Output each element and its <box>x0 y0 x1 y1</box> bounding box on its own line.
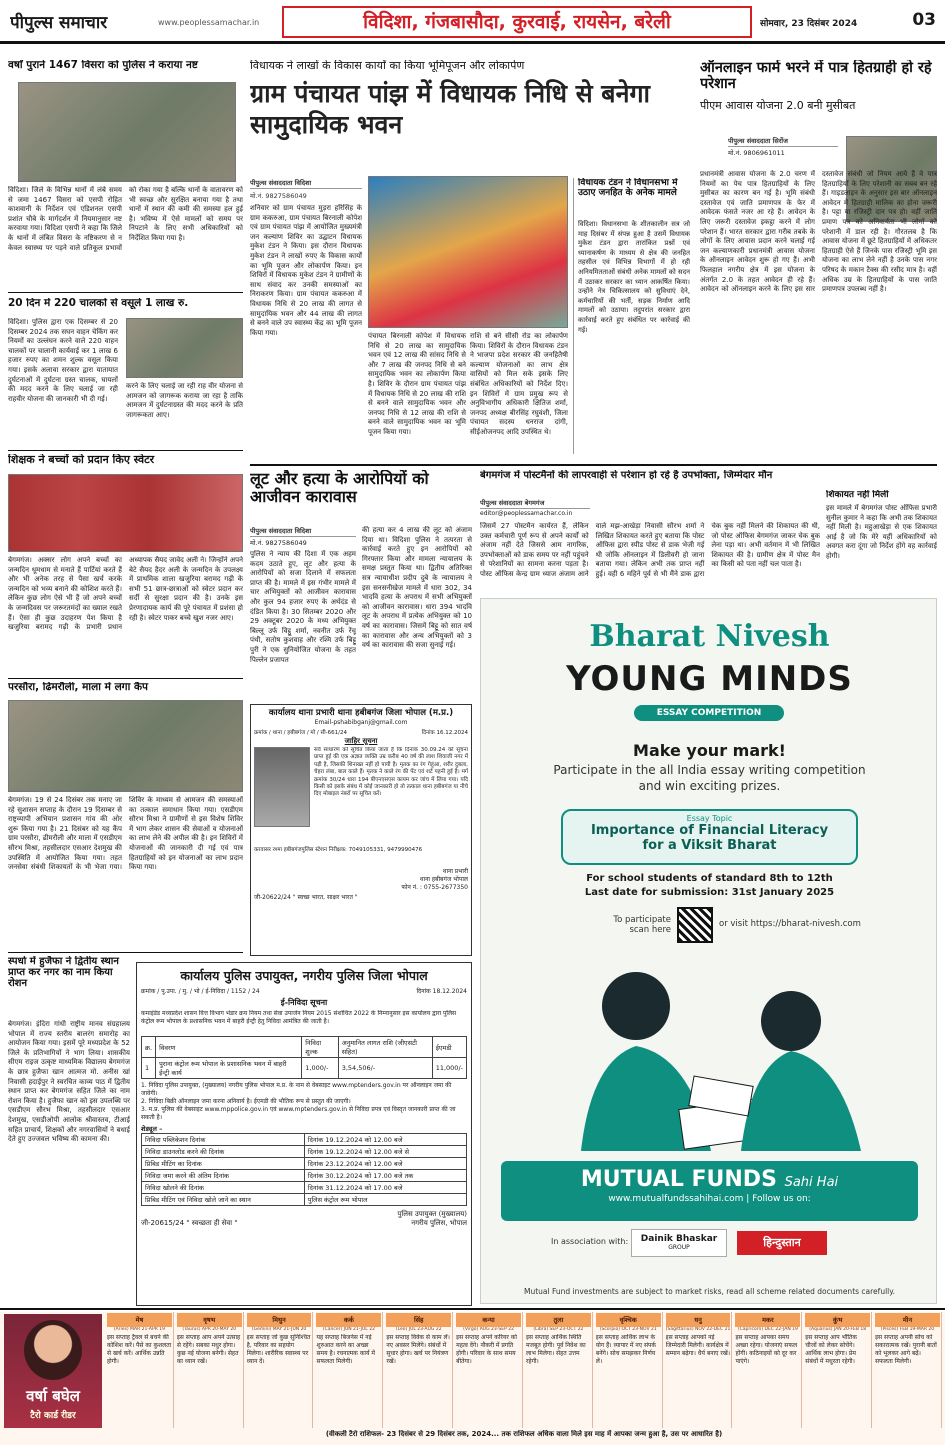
story-awas-mobile: मो.नं. 9806961011 <box>728 149 785 157</box>
zodiac-sign-icon <box>666 1313 731 1327</box>
zodiac-dates: (Sagittarius) NOV 22-DEC 21 <box>665 1327 731 1332</box>
ad-brand-2: YOUNG MINDS <box>566 659 853 699</box>
horoscope-footer: (वीकली टैरो राशिफल- 23 दिसंबर से 29 दिसंबर तक, 2024... तक राशिफल अधिक वाला मिले इस माह में आपका जन्म हुआ है, उस पर आधारित है) <box>325 1430 723 1438</box>
ad-scan-label: To participate scan here <box>613 915 671 935</box>
notice-tender-title: कार्यालय पुलिस उपायुक्त, नगरीय पुलिस जिला भोपाल <box>180 968 428 983</box>
edition-cities: विदिशा, गंजबासौदा, कुरवाई, रायसेन, बरेली <box>282 6 752 38</box>
zodiac-sign-icon <box>107 1313 172 1327</box>
notice-habibganj-contact: करवासर रश्मा हबीबगंजपुलिस स्टेशन निरीक्षक: 7049105331, 9479990476 <box>254 847 423 853</box>
notice-habibganj-date: दिनांक 16.12.2024 <box>421 730 468 736</box>
ad-mf-main: MUTUAL FUNDS <box>580 1167 777 1192</box>
lead-photo <box>368 176 568 328</box>
story-postman <box>480 470 937 590</box>
table-row <box>142 1058 467 1079</box>
tarot-reader-role: टैरो कार्ड रीडर <box>30 1411 76 1421</box>
ad-brand-3: ESSAY COMPETITION <box>634 705 784 721</box>
story-postman-sidebar-headline: शिकायत नहीं मिली <box>826 490 889 500</box>
lead-story <box>250 60 690 460</box>
ad-topic-box <box>561 809 858 865</box>
zodiac-sign-icon <box>177 1313 242 1327</box>
story-camp-headline: परसौरा, ढिमरौली, माला में लगा कैंप <box>8 682 149 693</box>
ad-db-group: GROUP <box>668 1244 690 1251</box>
ad-line-2: Participate in the all India essay writing competition <box>553 763 866 777</box>
site-url: www.peoplessamachar.in <box>158 18 260 27</box>
zodiac-forecast: इस सप्ताह आप अपने उत्साह से रहेंगे। सबका मधुर होगा। कुछ नई योजना बनेगी। सेहत का ध्यान रखें। <box>176 1334 241 1365</box>
story-loot <box>250 470 472 700</box>
zodiac-dates: (Cancer) JUN 21-JUL 22 <box>322 1327 375 1332</box>
notice-habibganj-email: Email-pshabibganj@gmail.com <box>314 719 408 726</box>
zodiac-forecast: इस सप्ताह आपको नई जिम्मेदारी मिलेगी। कार्यक्षेत्र में सम्मान बढ़ेगा। धैर्य बनाए रखें। <box>665 1334 731 1357</box>
table-cell: पुराना कंट्रोल रूम भोपाल के प्रशासनिक भवन में बाहरी ईन्ट्री कार्य <box>156 1058 302 1079</box>
ad-db-name: Dainik Bhaskar <box>640 1234 718 1244</box>
zodiac-forecast: यह सप्ताह बिजनेस में नई शुरुआत करने का अच्छा समय है। रचनात्मक कार्य में सफलता मिलेगी। <box>316 1334 375 1365</box>
zodiac-name: कन्या <box>482 1316 495 1324</box>
zodiac-sign-icon <box>386 1313 451 1327</box>
lead-sidebar-body: विदिशा। विधानसभा के शीतकालीन सत्र जो माह दिसंबर में संपन्न हुआ है उसमें विधायक मुकेश टंडन द्वारा तारांकित प्रश्नों एवं ध्यानाकर्षण के माध्यम से क्षेत्र की जनहित तहसील एवं विभिन्न विभागों में हो रही अनियमितताओं संबंधी अनेक मामलों को सदन में उठाकर सरकार का ध्यान आकर्षित किया। उन्होंने नेत्र चिकित्सालय को सुविधाएं देने, कर्मचारियों की भर्ती, सड़क निर्माण आदि मामलों को उठाया। तदुपरांत सरकार द्वारा कार्रवाई करते हुए संबंधित पर कार्रवाई की गई। <box>578 220 690 334</box>
zodiac-dates: (Gemini) MAY 21-JUN 20 <box>251 1327 307 1332</box>
zodiac-forecast: इस सप्ताह आर्थिक लाभ के योग हैं। व्यापार में नए संपर्क बनेंगे। सोच समझकर निर्णय लें। <box>595 1334 657 1365</box>
table-cell: निविदा पब्लिकेशन दिनांक <box>142 1134 305 1146</box>
story-awas-subhead: पीएम आवास योजना 2.0 बनी मुसीबत <box>700 99 856 112</box>
ad-illustration <box>541 951 881 1151</box>
table-cell: दिनांक 19.12.2024 को 12.00 बजे <box>304 1134 466 1146</box>
story-visra-photo <box>18 82 236 182</box>
ad-line-3: and win exciting prizes. <box>638 779 781 793</box>
lead-col-1: शनिवार को ग्राम पंचायत मुड़रा हरिसिंह के ग्राम ककरुआ, ग्राम पंचायत बिरनाली कोपेश एवं ग्राम पंचायत पांझ में आयोजित मुख्यमंत्री जन कल्याण शिविर का उद्घाटन विधायक मुकेश टंडन ने किया। इस दौरान विधायक मुकेश टंडन ने लाखों रुपए के विकास कार्यों का भूमि पूजन और लोकार्पण किया। इन शिविरों में विधायक मुकेश टंडन ने ग्रामीणों के साथ संवाद कर उनकी समस्याओं का निराकरण किया। ग्राम पंचायत ककरुआ में विधायक निधि से 20 लाख की लागत से सामुदायिक भवन और 44 लाख की लागत से बनने वाले उप स्वास्थ्य केंद्र का भूमि पूजन किया गया। <box>250 204 362 337</box>
tarot-reader-avatar <box>24 1320 82 1380</box>
ad-disclaimer: Mutual Fund investments are subject to market risks, read all scheme related documents carefully. <box>523 1287 895 1296</box>
story-postman-body: जिसमें 27 पोस्टमैन कार्यरत हैं, लेकिन उक्त कर्मचारी पूर्ण रूप से अपने कार्यों को अंजाम नहीं देते जिससे आम नागरिक, उपभोक्ताओं को डाक समय पर नहीं पहुंचने से परेशानियों का सामना करना पड़ता है। पोस्ट ऑफिस केन्द्र ग्राम ध्याज अंजाम आने वाले मझ-आखेड़ा निवासी सौरभ शर्मा ने लिखित शिकायत करते हुए बताया कि पोस्ट ऑफिस द्वारा स्पीड पोस्ट से डाक भेजी गई थी जोकि ऑनलाइन में डिलीवरी हो जाना बताया गया। लेकिन अभी तक प्राप्त नहीं हुई। वही 6 महिने पूर्व से भी मैंने डाक द्वारा चेक बुक नहीं मिलने की शिकायत की थी, जो पोस्ट ऑफिस बेगमगंज जाकर चेक बुक लेना पड़ा था। अभी वर्तमान में भी लिखित शिकायत की है। ग्रामीण क्षेत्र में पोस्ट मैन का किसी को पता नहीं चल पाता है। <box>480 522 820 578</box>
ad-topic-2: for a Viksit Bharat <box>642 838 777 853</box>
zodiac-forecast: इस सप्ताह आर्थिक स्थिति मजबूत होगी। पूर्व निवेश का लाभ मिलेगा। सेहत उत्तम रहेगी। <box>525 1334 586 1365</box>
lead-mobile: मो.नं. 9827586049 <box>250 192 307 200</box>
ad-mf-tagline: Sahi Hai <box>784 1175 839 1190</box>
table-cell: पुलिस कंट्रोल रूम भोपाल <box>304 1194 466 1206</box>
zodiac-name: मीन <box>902 1316 913 1324</box>
page-number: 03 <box>912 10 936 30</box>
horoscope-section <box>0 1312 945 1445</box>
story-awas-byline: पीपुल्स संवाददाता सिरोंज <box>728 136 838 147</box>
table-header-cell: निविदा शुल्क <box>302 1037 338 1058</box>
story-chalan-photo <box>126 318 243 378</box>
notice-habibganj <box>250 704 472 956</box>
zodiac-dates: (Capricorn) DEC 22-JAN 19 <box>737 1327 798 1332</box>
zodiac-forecast: इस सप्ताह विवेक से काम लें। नए अवसर मिलेंगे। संबंधों में सुधार होगा। खर्च पर नियंत्रण रखें। <box>386 1334 450 1365</box>
story-chalan-headline: 20 दिन में 220 चालकों से वसूले 1 लाख रु. <box>8 298 189 309</box>
story-postman-headline: बेगमगंज में पोस्टमैनों की लापरवाही से परेशान हो रहे है उपभोक्ता, जिम्मेदार मौन <box>480 470 773 481</box>
zodiac-dates: (Taurus) APR 20-MAY 20 <box>182 1327 237 1332</box>
horoscope-sign-card <box>176 1312 244 1428</box>
ad-topic-1: Importance of Financial Literacy <box>590 823 829 838</box>
notice-habibganj-title: कार्यालय थाना प्रभारी थाना हबीबगंज जिला भोपाल (म.प्र.) <box>268 708 454 718</box>
zodiac-sign-icon <box>526 1313 591 1327</box>
ad-last-date: Last date for submission: 31st January 2025 <box>584 887 835 898</box>
issue-date: सोमवार, 23 दिसंबर 2024 <box>760 19 858 29</box>
table-cell: दिनांक 19.12.2024 को 12.00 बजे से <box>304 1146 466 1158</box>
story-postman-sidebar <box>826 490 937 590</box>
story-sweater-body: बेगमगंज। अक्सर लोग अपने बच्चों का जन्मदिन धूमधाम से मनाते हैं पार्टियां करते हैं और भी अनेक तरह से पैसा खर्च करके जन्मदिन को भव्य बनाने की कोशिश करते हैं। लेकिन कुछ लोग ऐसे भी हैं जो अपने बच्चों के जन्मदिवस पर जरूरतमंदों का ख्याल रखते हैं। ऐसा ही कुछ उदाहरण पेश किया है खजुरिया बरामद गढ़ी के प्रभारी प्रधान अध्यापक सैयद जावेद अली ने। जिन्होंने अपने बेटे सैयद हैदर अली के जन्मदिन के उपलक्ष्य में प्राथमिक शाला खजुरिया बरामद गढ़ी के सभी 51 छात्र-छात्राओं को स्वेटर प्रदान कर सर्दी से सुरक्षा प्रदान की है। उनके इस प्रेरणादायक कार्य की पूरे पंचायत में प्रशंसा हो रही है। स्वेटर पाकर बच्चे खुश नजर आए। <box>8 556 243 632</box>
notice-habibganj-footer: जी-20622/24 " स्वच्छ भारत, साक्षर भारत " <box>254 894 358 901</box>
zodiac-dates: (Pisces) FEB 19-MAR 20 <box>880 1327 935 1332</box>
notice-tender-note-1: 1. निविदा पुलिस उपायुक्त, (मुख्यालय) नगरीय पुलिस भोपाल म.प्र. के नाम से वेबसाइट www.mptenders.gov.in पर ऑनलाइन जमा की जावेगी। <box>141 1082 452 1097</box>
zodiac-name: धनु <box>694 1316 702 1324</box>
story-loot-mobile: मो.नं. 9827586049 <box>250 539 307 547</box>
story-camp <box>8 682 243 950</box>
story-camp-body: बेगमगंज। 19 से 24 दिसंबर तक मनाए जा रहे सुशासन सप्ताह के दौरान 19 दिसम्बर से राष्ट्रव्यापी अभियान प्रशासन गांव की ओर शुरू किया गया है। 21 दिसंबर को यह कैंप ग्राम परसौरा, ढीमरौली और माला में एसडीएम सौरभ मिश्रा, तहसीलदार एसआर देशमुख की उपस्थिति में आयोजित किया गया। तहत जनसेवा संबंधी शिकायतों के भी भेजा गया। शिविर के माध्यम से आमजन की समस्याओं का तत्काल समाधान किया गया। एसडीएम सौरभ मिश्रा ने ग्रामीणों से इस विशेष शिविर में भाग लेकर शासन की सेवाओं व योजनाओं का लाभ लेने की अपील की है। इन शिविरों में योजनाओं की जानकारी दी गई एवं पात्र हितग्राहियों को इन योजनाओं का लाभ प्रदान किया गया। <box>8 796 243 872</box>
story-sweater-photo <box>8 474 243 552</box>
horoscope-sign-card <box>385 1312 453 1428</box>
lead-kicker: विधायक ने लाखों के विकास कार्यों का किया भूमिपूजन और लोकार्पण <box>250 60 525 72</box>
notice-tender-date: दिनांक 18.12.2024 <box>416 988 467 995</box>
tarot-reader-panel <box>4 1314 102 1428</box>
table-cell: 1 <box>142 1058 156 1079</box>
story-huzaifa <box>8 956 130 1306</box>
horoscope-sign-card <box>734 1312 802 1428</box>
horoscope-sign-card <box>246 1312 314 1428</box>
zodiac-name: मकर <box>762 1316 774 1324</box>
story-sweater <box>8 454 243 676</box>
table-cell: प्रिबिड मीटिंग का दिनांक <box>142 1158 305 1170</box>
lead-byline: पीपुल्स संवाददाता विदिशा <box>250 178 362 189</box>
zodiac-name: मेष <box>135 1316 144 1324</box>
notice-habibganj-subtitle: जाहिर सूचना <box>344 737 378 745</box>
table-cell: निविदा जमा करने की अंतिम दिनांक <box>142 1170 305 1182</box>
horoscope-sign-card <box>525 1312 593 1428</box>
zodiac-name: वृषभ <box>203 1316 216 1324</box>
lead-headline: ग्राम पंचायत पांझ में विधायक निधि से बनेगा सामुदायिक भवन <box>250 79 651 140</box>
zodiac-dates: (Aries) MAR 21-APR 19 <box>113 1327 165 1332</box>
story-huzaifa-headline: स्पर्धा में हुजैफा ने द्वितीय स्थान प्राप्त कर नगर का नाम किया रोशन <box>8 956 119 990</box>
table-cell: दिनांक 31.12.2024 को 17.00 बजे <box>304 1182 466 1194</box>
zodiac-name: वृश्चिक <box>619 1316 637 1324</box>
lead-sidebar-headline: विधायक टंडन ने विधानसभा में उठाए जनहित के अनेक मामले <box>578 178 678 199</box>
advertisement-bharat-nivesh <box>480 598 937 1304</box>
zodiac-sign-icon <box>596 1313 661 1327</box>
story-postman-sidebar-body: इस मामले में बेगमगंज पोस्ट ऑफिस प्रभारी सुनील कुमार ने कहा कि अभी तक शिकायत नहीं मिली है। महुआखेड़ा से एक शिकायत आई है जो कि मेरे यहीं अधिकारियों को अवगत करा दूंगा जो निर्देश होंगे वह कार्रवाई होगी। <box>826 504 937 560</box>
story-awas-headline: ऑनलाइन फार्म भरने में पात्र हितग्राही हो रहे परेशान <box>700 60 932 93</box>
notice-habibganj-sign2: थाना हबीबगंज भोपाल <box>419 876 468 883</box>
table-header-cell: अनुमानित लागत राशि (जीएसटी सहित) <box>338 1037 432 1058</box>
zodiac-sign-icon <box>456 1313 521 1327</box>
ad-dainik-bhaskar-logo <box>631 1229 727 1257</box>
table-row <box>142 1134 467 1146</box>
notice-habibganj-ref: क्रमांक / थाना / हबीबगंज / मो / सी-661/24 <box>254 730 347 736</box>
zodiac-name: कुंभ <box>832 1316 843 1324</box>
ad-hindustan-logo: हिन्दुस्तान <box>737 1231 827 1255</box>
ad-mutual-funds-banner <box>501 1161 918 1221</box>
ad-mf-title <box>501 1167 918 1192</box>
story-awas <box>700 60 937 460</box>
story-postman-byline: पीपुल्स संवाददाता बेगमगंज <box>480 498 590 509</box>
table-row <box>142 1146 467 1158</box>
table-cell: 1,000/- <box>302 1058 338 1079</box>
logo: पीपुल्स समाचार <box>10 13 108 33</box>
horoscope-sign-card <box>595 1312 663 1428</box>
story-chalan-body: विदिशा। पुलिस द्वारा एक दिसम्बर से 20 दिसम्बर 2024 तक सघन वाहन चेकिंग कर नियमों का उल्लंघन करने वाले 220 वाहन चालकों पर चालानी कार्यवाई कर 1 लाख 6 हजार रुपए का शमन शुल्क वसूल किया गया। इसके अलावा सरकार द्वारा यातायात दुर्घटनाओं में दुर्घटना ग्रस्त चालक, घायलों की मदद करने के लिए चलाई जा रही राहवीर योजना की जानकारी भी दी गई। <box>8 318 118 403</box>
table-cell: 3,54,506/- <box>338 1058 432 1079</box>
zodiac-sign-icon <box>316 1313 381 1327</box>
story-visra-body: विदिशा। जिले के विभिन्न थानों में लंबे समय से जमा 1467 विसरा को एसपी रोहित काशवानी के निर्देशन एवं एडिशनल एसपी प्रशांत चौबे के मार्गदर्शन में नियमानुसार नष्ट करवाया गया। विदिशा एसपी ने कहा कि जिले के थानों में लंबित विसरा के नष्टिकरण से न केवल स्वास्थ्य पर पड़ने वाले प्रतिकूल प्रभावों को रोका गया है बल्कि थानों के वातावरण को भी स्वच्छ और सुरक्षित बनाया गया है तथा थानों में स्थान की कमी की समस्या हल हुई है। भविष्य में ऐसे मामलों को समय पर निपटाने के लिए सभी अधिकारियों को निर्देशित किया गया है। <box>8 186 243 252</box>
lead-sidebar <box>573 178 690 454</box>
zodiac-forecast: इस सप्ताह अपनी सोच को सकारात्मक रखें। पुरानी बातों को भूलकर आगे बढ़ें। सफलता मिलेगी। <box>875 1334 937 1365</box>
zodiac-dates: (Scorpio) OCT 23-NOV 21 <box>599 1327 657 1332</box>
notice-tender-note-3: 3. म.प्र. पुलिस की वेबसाइट www.mppolice.gov.in एवं www.mptenders.gov.in से निविदा प्रपत्र एवं विस्तृत जानकारी प्राप्त की जा सकती है। <box>141 1106 456 1121</box>
zodiac-forecast: इस सप्ताह जो कुछ सुनिश्चित है, परिवार का सहयोग मिलेगा। शारीरिक स्वास्थ्य पर ध्यान दें। <box>246 1334 311 1365</box>
table-header-cell: ईएमडी <box>432 1037 466 1058</box>
zodiac-dates: (Aquarius) JAN 20-FEB 18 <box>809 1327 867 1332</box>
ad-visit-link[interactable]: or visit https://bharat-nivesh.com <box>719 919 861 929</box>
ad-line-1: Make your mark! <box>633 741 786 760</box>
story-loot-byline: पीपुल्स संवाददाता विदिशा <box>250 526 356 537</box>
notice-habibganj-sign1: थाना प्रभारी <box>442 868 468 875</box>
notice-tender-intro: कमाइंडेड मध्यप्रदेश शासन वित्त विभाग भंडार क्रय नियम तथा सेवा उपार्जन नियम 2015 संशोधित 2022 के निम्नानुसार इस कार्यालय द्वारा पुलिस कंट्रोल रूम भोपाल के प्रशासनिक भवन में बाहरी ईन्ट्री हेतु निविदा आमंत्रित की जाती है। <box>141 1010 457 1025</box>
table-row <box>142 1182 467 1194</box>
story-loot-col-1: पुलिस ने न्याय की दिशा में एक अहम कदम उठाते हुए, लूट और हत्या के आरोपियों को सजा दिलाने में सफलता प्राप्त की है। मामले में इस गंभीर मामले में चार अभियुक्तों को आजीवन कारावास और कुल 94 हजार रुपए के अर्थदंड से दंडित किया है। 30 सितम्बर 2020 और 29 अक्टूबर 2020 के मध्य अभियुक्त बिल्लू उर्फ विट्ठू शर्मा, नवनीत उर्फ रेंचू पंथी, सतोष कुशवाह और रश्मि उर्फ बिट्टू पुरी ने एक सुनियोजित योजना के तहत पिल्लेन प्रजापत <box>250 550 356 664</box>
zodiac-sign-icon <box>247 1313 312 1327</box>
notice-tender-sign2: नगरीय पुलिस, भोपाल <box>411 1219 467 1227</box>
story-visra-headline: वर्षों पुराने 1467 विसरा को पुलिस ने कराया नष्ट <box>8 60 198 71</box>
ad-mf-site[interactable]: www.mutualfundssahihai.com | Follow us on: <box>608 1194 811 1204</box>
notice-tender <box>136 962 472 1306</box>
story-chalan-extra: करने के लिए चलाई जा रही राह वीर योजना से आमजन को जागरूक कराया जा रहा है ताकि आमजन में दुर्घटनाग्रस्त की मदद करने के प्रति जागरूकता आए। <box>126 382 243 419</box>
masthead <box>0 0 945 44</box>
zodiac-sign-icon <box>735 1313 800 1327</box>
notice-tender-ref: क्रमांक / पु.उपा. / मु. / भो / ई-निविदा / 1152 / 24 <box>141 988 260 995</box>
notice-tender-schedule <box>141 1133 467 1206</box>
zodiac-dates: (Leo) JUL 23-AUG 22 <box>395 1327 442 1332</box>
horoscope-sign-card <box>455 1312 523 1428</box>
horoscope-sign-card <box>106 1312 174 1428</box>
table-row <box>142 1170 467 1182</box>
table-cell: निविदा खोलने की दिनांक <box>142 1182 305 1194</box>
tarot-reader-name: वर्षा बघेल <box>26 1387 80 1405</box>
zodiac-name: मिथुन <box>272 1316 286 1324</box>
table-header-cell: क्र. <box>142 1037 156 1058</box>
lead-col-2: पंचायत बिरनाली कोपेश में विधायक निधि से 20 लाख का सामुदायिक भवन एवं 12 लाख की सांसद निधि से और 7 लाख की जनपद निधि से बने सामुदायिक भवन का लोकार्पण किया है। शिविर के दौरान ग्राम पंचायत पांझ में विधायक निधि से 20 लाख की राशि से बनने वाले सामुदायिक भवन और जनपद निधि से 12 लाख की राशि से बनने वाले सामुदायिक भवन का भूमि पूजन किया गया। <box>368 332 466 436</box>
story-huzaifa-body: बेगमगंज। इंदिरा गांधी राष्ट्रीय मानव संग्रहालय भोपाल में राज्य स्तरीय बालरंग समारोह का आयोजन किया गया। इसमें पूरे मध्यप्रदेश के 52 जिले के प्रतिभागियों ने भाग लिया। शासकीय सीएम राइज उत्कृष्ट माध्यमिक विद्यालय बेगमगंज के छात्र हुजैफा खान आत्मज मो. अनीस खां निवासी हदाईपुर ने स्वरचित काव्य पाठ में द्वितीय स्थान प्राप्त कर बेगमगंज सहित जिले का नाम रोशन किया है। हुजैफा खान को इस उपलब्धि पर एसडीएम सौरभ मिश्रा, तहसीलदार एसआर देशमुख, एसडीओपी आलोक श्रीवास्तव, टीआई सहित प्राचार्य, शिक्षकों और नगरवासियों ने बधाई देते हुए उज्जवल भविष्य की कामना की। <box>8 1020 130 1144</box>
zodiac-name: तुला <box>553 1316 564 1324</box>
table-header-cell: विवरण <box>156 1037 302 1058</box>
notice-habibganj-body: सर्व साधारण को सूचित किया जाता है कि दिनांक 30.09.24 को सूचना प्राप्त हुई की एक अज्ञात व्यक्ति उम्र करीब 40 वर्ष की लाश शिवाजी नगर में पड़ी है, जिसकी शिनाख्त नहीं हो पायी है। मृतक का रंग गेहुंआ, शरीर दुबला, चेहरा लंबा, बाल काले हैं। मृतक ने काले रंग की पेंट एवं शर्ट पहनी हुई है। मर्ग क्रमांक 30/24 धारा 194 बीएनएसएस कायम कर जांच में लिया गया। यदि किसी को इसके संबंध में कोई जानकारी हो तो तत्काल थाना हबीबगंज या नीचे दिए मोबाइल नंबरों पर सूचित करें। <box>314 747 468 798</box>
zodiac-forecast: इस सप्ताह आप भौतिक चीजों को लेकर सोचेंगे। आर्थिक लाभ होगा। प्रेम संबंधों में मधुरता रहेगी। <box>805 1334 857 1365</box>
zodiac-dates: (Libra) SEP 23-OCT 22 <box>533 1327 584 1332</box>
zodiac-dates: (Virgo) AUG 23-SEP 22 <box>463 1327 514 1332</box>
lead-col-3: राशि से बने सीसी रोड का लोकार्पण किया। शिविरों के दौरान विधायक टंडन ने भाजपा प्रदेश सरकार की जनहितैषी कल्याण योजनाओं का लाभ क्षेत्र वासियों को मिल सके इसके लिए संबंधित अधिकारियों को निर्देश दिए। इन शिविरों में ग्राम प्रमुख रूप से अनुविभागीय अधिकारी क्षितिज शर्मा, जनपद अध्यक्ष बीरसिंह रघुवंशी, जिला पंचायत सदस्य धनराज दांगी, सीईओजनपद आदि उपस्थित थे। <box>470 332 568 436</box>
notice-tender-sign1: पुलिस उपायुक्त (मुख्यालय) <box>397 1210 467 1218</box>
ad-brand: Bharat Nivesh <box>589 619 830 654</box>
horoscope-signs <box>106 1312 942 1428</box>
story-loot-headline: लूट और हत्या के आरोपियों को आजीवन कारावास <box>250 470 429 506</box>
table-cell: दिनांक 23.12.2024 को 12.00 बजे <box>304 1158 466 1170</box>
zodiac-forecast: इस सप्ताह ट्रैवल से बचने की कोशिश करें। पैसे का कुशलता से खर्च करें। आर्थिक उन्नति होगी। <box>107 1334 172 1365</box>
story-chalan <box>8 298 243 448</box>
table-cell: प्रिबिड मीटिंग एवं निविदा खोले जाने का स्थान <box>142 1194 305 1206</box>
students-writing-illustration <box>541 951 881 1151</box>
horoscope-sign-card <box>665 1312 733 1428</box>
story-sweater-headline: शिक्षक ने बच्चों को प्रदान किए स्वेटर <box>8 454 155 466</box>
notice-tender-table <box>141 1036 467 1079</box>
zodiac-forecast: इस सप्ताह अपने करियर को महत्व देंगे। नौकरी में प्रगति होगी। परिवार के साथ समय बीतेगा। <box>456 1334 517 1365</box>
horoscope-sign-card <box>874 1312 942 1428</box>
story-loot-col-2: की हत्या कर 4 लाख की लूट को अंजाम दिया था। विदिशा पुलिस ने तत्परता से कार्रवाई करते हुए इन आरोपियों को गिरफ्तार किया और मामला न्यायालय के समक्ष प्रस्तुत किया था। द्वितीय अतिरिक्त सत्र न्यायाधीश प्रदीप दुबे के न्यायालय ने इस सनसनीखेज मामले में धारा 302, 34 भादवि हत्या के अपराध में सभी अभियुक्तों को आजीवन कारावास। धारा 394 भादवि लूट के अपराध में प्रत्येक अभियुक्त को 10 वर्ष का कारावास। जिसमें बिट्टू को सात वर्ष का कारावास और अन्य अभियुक्तों को 3 वर्ष का कारावास की सजा सुनाई गई। <box>362 526 472 650</box>
notice-tender-footer: जी-20615/24 " स्वच्छता ही सेवा " <box>141 1219 238 1227</box>
notice-tender-schedule-head: शेड्यूल – <box>141 1125 163 1133</box>
notice-habibganj-phone: फोन नं. : 0755-2677350 <box>401 884 468 891</box>
qr-code-icon[interactable] <box>677 907 713 943</box>
table-row <box>142 1194 467 1206</box>
story-visra <box>8 60 243 290</box>
story-camp-photo <box>8 700 243 792</box>
horoscope-sign-card <box>315 1312 383 1428</box>
zodiac-sign-icon <box>805 1313 870 1327</box>
notice-tender-note-2: 2. निविदा बिक्री ऑनलाइन जमा करना अनिवार्य है। ईएमडी की भौतिक रूप से प्रस्तुत की जाएगी। <box>141 1098 351 1105</box>
story-postman-email: editor@peoplessamachar.co.in <box>480 510 573 517</box>
ad-topic-label: Essay Topic <box>686 814 733 823</box>
notice-tender-subtitle: ई-निविदा सूचना <box>280 998 328 1007</box>
horoscope-sign-card <box>804 1312 872 1428</box>
table-header-row <box>142 1037 467 1058</box>
notice-habibganj-photo <box>254 747 310 827</box>
ad-association-label: In association with: <box>551 1237 629 1246</box>
zodiac-sign-icon <box>875 1313 940 1327</box>
table-cell: निविदा डाउनलोड करने की दिनांक <box>142 1146 305 1158</box>
zodiac-forecast: इस सप्ताह आपका समय अच्छा रहेगा। योजनाएं सफल होंगी। कठिनाइयों को दूर कर पाएंगे। <box>735 1334 798 1365</box>
zodiac-name: सिंह <box>413 1316 424 1324</box>
story-awas-body: प्रधानमंत्री आवास योजना के 2.0 चरण में नियमों का पेच पात्र हितग्राहियों के लिए मुसीबत का कारण बन गई है। भूमि संबंधी दस्तावेज एवं जाति प्रमाणपत्र के फेर में आवेदक फंसते नजर आ रहे हैं। आवेदन के लिए जरूरी दस्तावेज इकट्ठा करने में लोग परेशान हैं। भारत सरकार द्वारा गरीब तबके के लोगों के लिए आवास प्रदान करने चलाई गई जन कल्याणकारी प्रधानमंत्री आवास योजना के ऑनलाइन आवेदन शुरू हो गए हैं। अभी फिलहाल नगरीय क्षेत्र में इस योजना के अंतर्गत 2.0 के तहत आवेदन ही रहे हैं। आवेदन को ऑनलाइन करने के लिए इस सार दस्तावेज संबंधी जो नियम आये हैं वे पात्र हितग्राहियों के लिए परेशानी का सबब बन रहे हैं। गाइडलाइन के अनुसार इस बार ऑनलाइन आवेदन में हितग्राही मालिक का होना जरूरी है। पट्टा या रजिस्ट्री दान पत्र हो। वहीं जाति प्रमाण पत्र को अनिवार्यता भी लोगों को परेशानी में डाल रही है। गौरतलब है कि आवास योजना में छूटे हितग्राहियों में अधिकतर हितग्राही ऐसे हैं जिनके पास रजिस्ट्री भूमि इस योजना का लाभ लेने नहीं है उनके पास नगर परिषद के मकान टैक्स की रसीद मात्र है। वहीं अधिक उम्र के हितग्राहियों के पास जाति प्रमाणपत्र उपलब्ध नहीं है। <box>700 170 937 294</box>
table-row <box>142 1158 467 1170</box>
ad-eligibility: For school students of standard 8th to 12th <box>586 873 833 884</box>
table-cell: दिनांक 30.12.2024 को 17.00 बजे तक <box>304 1170 466 1182</box>
table-cell: 11,000/- <box>432 1058 466 1079</box>
zodiac-name: कर्क <box>343 1316 354 1324</box>
